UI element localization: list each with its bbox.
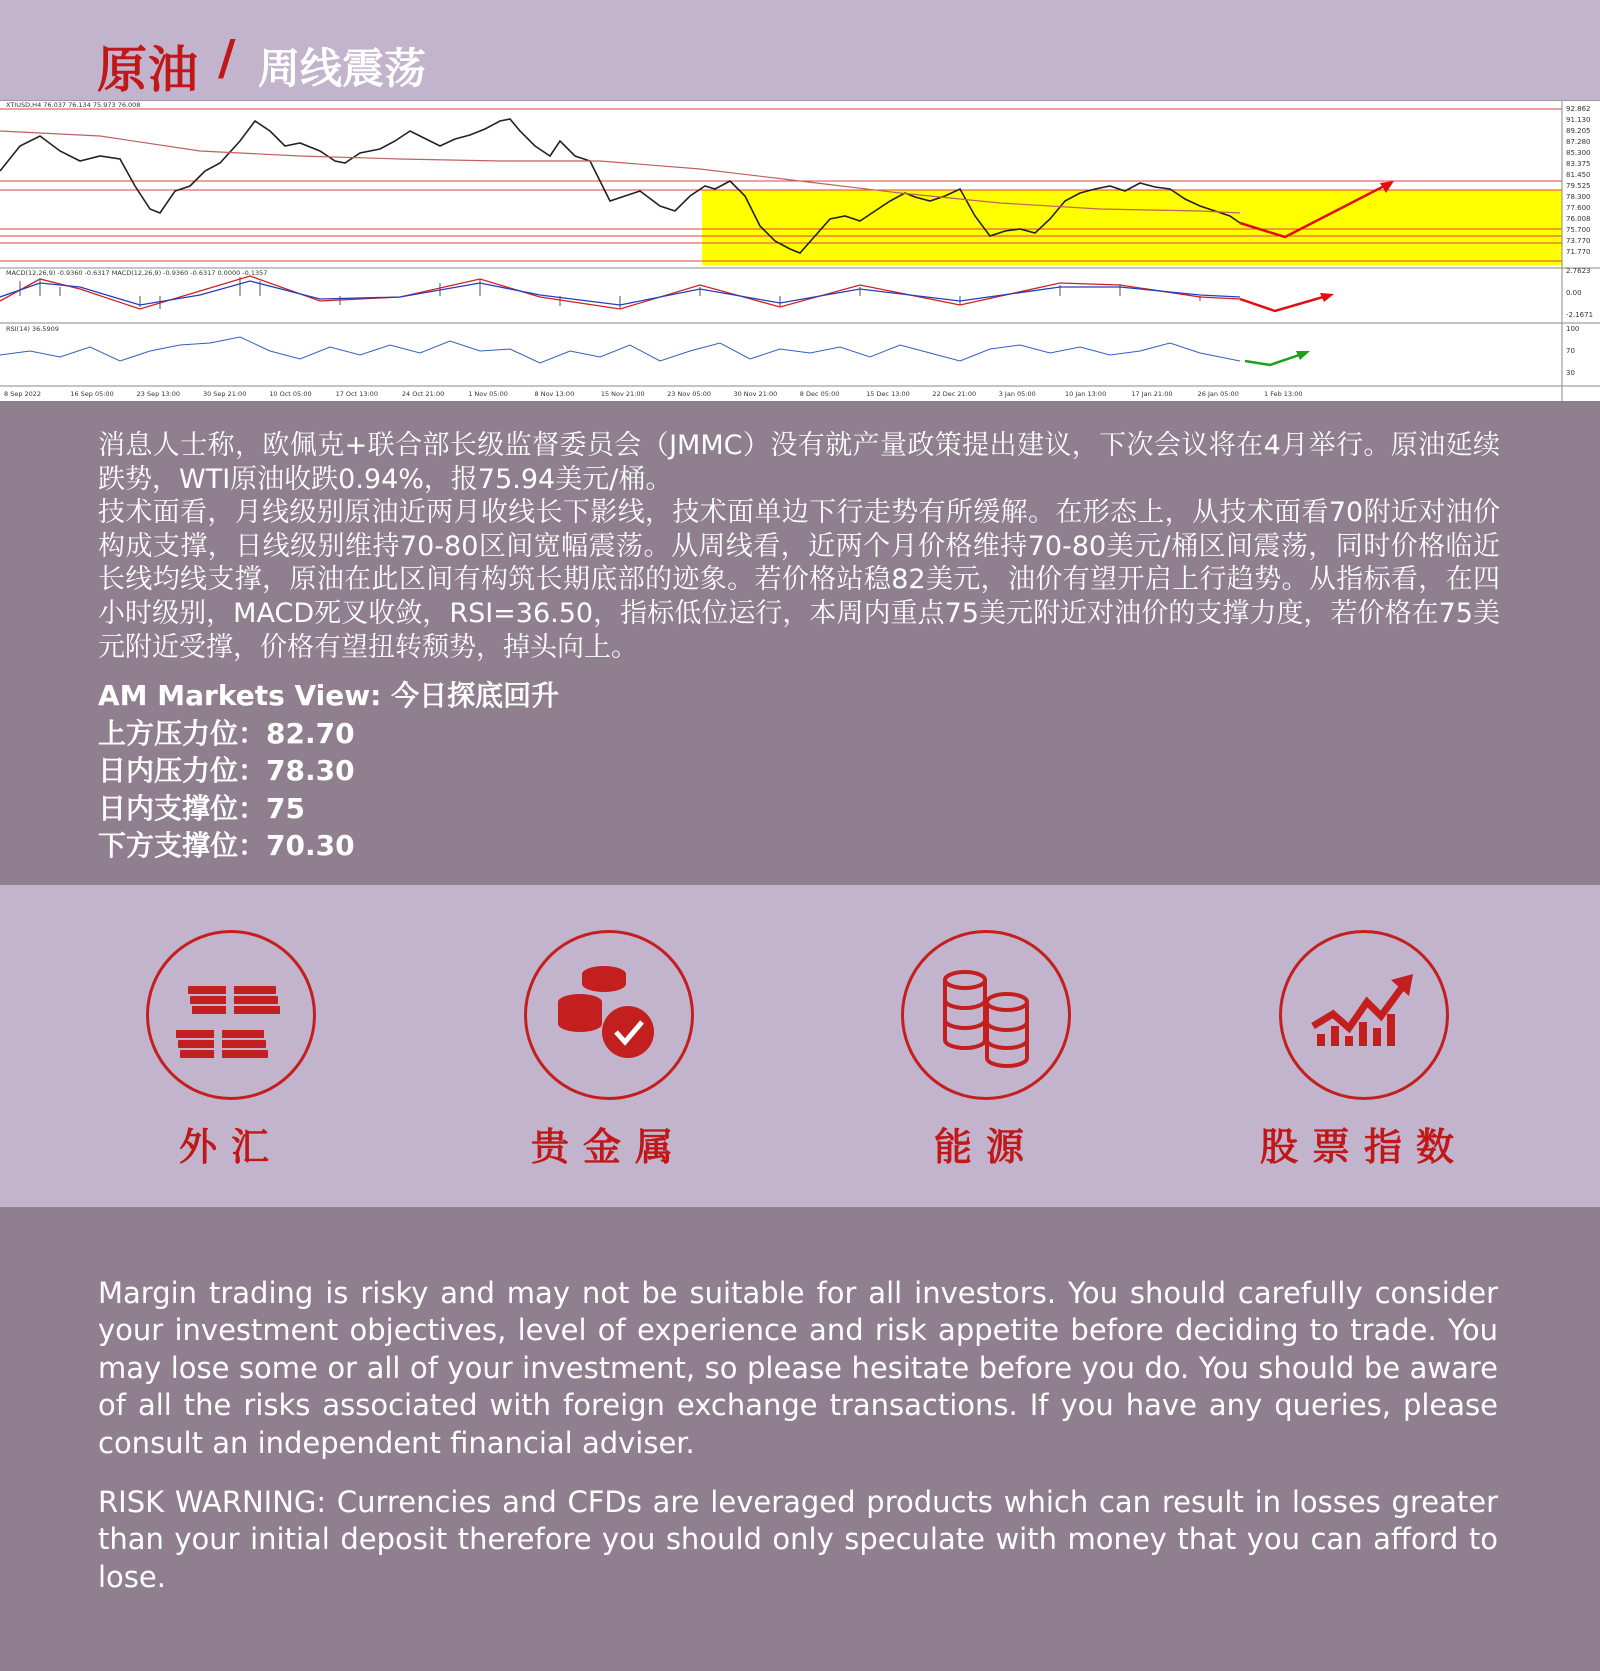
time-tick-label: 1 Feb 13:00 <box>1264 390 1303 398</box>
consolidation-zone <box>702 190 1562 265</box>
money-stack-icon <box>146 930 316 1100</box>
intraday-support: 日内支撑位：75 <box>98 791 305 825</box>
price-tick-label: 77.600 <box>1566 204 1591 212</box>
price-tick-label: 83.375 <box>1566 160 1591 168</box>
time-tick-label: 22 Dec 21:00 <box>932 390 977 398</box>
category-forex-label: 外汇 <box>178 1125 283 1169</box>
title-separator: / <box>218 30 236 86</box>
macd-tick-label: 0.00 <box>1566 289 1582 297</box>
time-tick-label: 3 Jan 05:00 <box>998 390 1036 398</box>
disclaimer-body <box>98 1275 1498 1618</box>
time-tick-label: 15 Nov 21:00 <box>600 390 645 398</box>
coins-check-icon <box>524 930 694 1100</box>
rsi-line <box>0 337 1240 363</box>
time-tick-label: 10 Oct 05:00 <box>269 390 312 398</box>
lower-support: 下方支撑位：70.30 <box>98 829 355 862</box>
time-tick-label: 30 Nov 21:00 <box>733 390 778 398</box>
forecast-arrow-macd <box>1240 295 1330 311</box>
macd-label: MACD(12,26,9) -0.9360 -0.6317 MACD(12,26,9) -0.9360 -0.6317 0.0000 -0.1357 <box>6 269 268 277</box>
intraday-resistance: 日内压力位：78.30 <box>98 754 355 787</box>
chart-instrument-label: XTIUSD,H4 76.037 76.134 75.973 76.008 <box>6 101 141 109</box>
page-subtitle: 周线震荡 <box>258 44 427 93</box>
page-title: 原油 <box>97 41 199 99</box>
category-stock-indices[interactable] <box>1259 930 1468 1190</box>
time-tick-label: 15 Dec 13:00 <box>866 390 910 398</box>
time-tick-label: 8 Nov 13:00 <box>534 390 575 398</box>
time-tick-label: 24 Oct 21:00 <box>401 390 445 398</box>
chart-canvas <box>0 101 1600 401</box>
time-tick-label: 17 Oct 13:00 <box>335 390 378 398</box>
forecast-arrow-rsi <box>1245 353 1305 365</box>
price-tick-label: 73.770 <box>1566 237 1591 245</box>
barrel-stack-icon <box>901 930 1071 1100</box>
time-axis <box>4 390 1303 398</box>
price-tick-label: 89.205 <box>1566 127 1591 135</box>
price-tick-label: 81.450 <box>1566 171 1591 179</box>
disclaimer-paragraph: Margin trading is risky and may not be suitable for all investors. You should carefully consider your investment objectives, level of experience and risk appetite before deciding to trade. You may lose some or all of your investment, so please hesitate before you do. You should be aware of all the risks associated with foreign exchange transactions. If you have any queries, please consult an independent financial adviser. <box>98 1276 1498 1460</box>
macd-axis <box>1566 267 1593 319</box>
category-stock-indices-label: 股票指数 <box>1259 1125 1468 1169</box>
upper-resistance: 上方压力位：82.70 <box>98 716 355 750</box>
price-tick-label: 76.008 <box>1566 215 1591 223</box>
forecast-arrowhead-macd <box>1320 293 1334 302</box>
page-header <box>0 0 1600 100</box>
price-tick-label: 78.300 <box>1566 193 1591 201</box>
price-tick-label: 87.280 <box>1566 138 1591 146</box>
price-tick-label: 92.862 <box>1566 105 1591 113</box>
category-energy[interactable] <box>901 930 1071 1190</box>
price-chart <box>0 100 1600 402</box>
time-tick-label: 17 Jan 21:00 <box>1131 390 1173 398</box>
price-tick-label: 75.700 <box>1566 226 1591 234</box>
analysis-section <box>0 401 1600 885</box>
analysis-body <box>98 429 1500 664</box>
rsi-tick-label: 30 <box>1566 369 1575 377</box>
macd-tick-label: -2.1671 <box>1566 311 1594 319</box>
risk-warning: RISK WARNING: Currencies and CFDs are leveraged products which can result in losses greater than your initial deposit therefore you should only speculate with money that you can afford to lose. <box>98 1485 1498 1594</box>
time-tick-label: 23 Nov 05:00 <box>667 390 711 398</box>
category-precious-metals-label: 贵金属 <box>530 1125 687 1169</box>
rsi-axis <box>1566 325 1579 377</box>
price-tick-label: 91.130 <box>1566 116 1591 124</box>
price-tick-label: 85.300 <box>1566 149 1591 157</box>
price-tick-label: 79.525 <box>1566 182 1591 190</box>
price-tick-label: 71.770 <box>1566 248 1591 256</box>
analysis-paragraph-news: 消息人士称，欧佩克+联合部长级监督委员会（JMMC）没有就产量政策提出建议，下次会议将在4月举行。原油延续跌势，WTI原油收跌0.94%，报75.94美元/桶。 <box>98 430 1500 495</box>
time-tick-label: 8 Dec 05:00 <box>799 390 840 398</box>
category-nav <box>0 885 1600 1207</box>
time-tick-label: 10 Jan 13:00 <box>1065 390 1107 398</box>
rsi-label: RSI(14) 36.5909 <box>6 325 59 333</box>
rsi-tick-label: 70 <box>1566 347 1575 355</box>
disclaimer-section <box>0 1207 1600 1671</box>
rsi-tick-label: 100 <box>1566 325 1580 333</box>
key-levels <box>98 677 559 865</box>
price-axis <box>1566 105 1591 256</box>
time-tick-label: 23 Sep 13:00 <box>136 390 181 398</box>
category-precious-metals[interactable] <box>524 930 694 1190</box>
time-tick-label: 16 Sep 05:00 <box>70 390 114 398</box>
stock-chart-icon <box>1279 930 1449 1100</box>
category-forex[interactable] <box>146 930 316 1190</box>
time-tick-label: 1 Nov 05:00 <box>468 390 508 398</box>
analysis-paragraph-technical: 技术面看，月线级别原油近两月收线长下影线，技术面单边下行走势有所缓解。在形态上，从技术面看70附近对油价构成支撑，日线级别维持70-80区间宽幅震荡。从周线看，近两个月价格维持70-80美元/桶区间震荡，同时价格临近长线均线支撑，原油在此区间有构筑长期底部的迹象。若价格站稳82美元，油价有望开启上行趋势。从指标看，在四小时级别，MACD死叉收敛，RSI=36.50，指标低位运行，本周内重点75美元附近对油价的支撑力度，若价格在75美元附近受撑，价格有望扭转颓势，掉头向上。 <box>98 497 1500 663</box>
time-tick-label: 30 Sep 21:00 <box>202 390 247 398</box>
time-tick-label: 8 Sep 2022 <box>4 390 42 398</box>
market-view: AM Markets View: 今日探底回升 <box>98 679 560 712</box>
category-energy-label: 能源 <box>933 1125 1038 1169</box>
time-tick-label: 26 Jan 05:00 <box>1197 390 1239 398</box>
forecast-arrowhead-rsi <box>1296 351 1310 360</box>
macd-tick-label: 2.7623 <box>1566 267 1591 275</box>
